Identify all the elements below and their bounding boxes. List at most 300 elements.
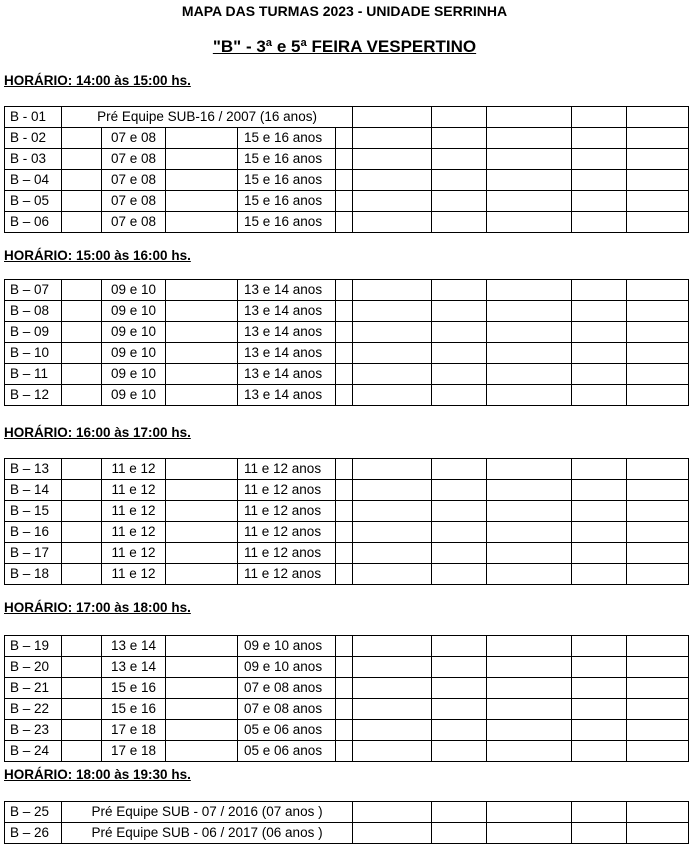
empty-cell (487, 212, 572, 233)
empty-cell (353, 741, 432, 762)
empty-cell (62, 564, 102, 585)
empty-cell (572, 823, 627, 844)
empty-cell (487, 149, 572, 170)
empty-cell (62, 128, 102, 149)
horario-heading: HORÁRIO: 18:00 às 19:30 hs. (4, 767, 191, 782)
empty-cell (336, 657, 353, 678)
empty-cell (627, 543, 689, 564)
empty-cell (432, 322, 487, 343)
empty-cell (627, 501, 689, 522)
empty-cell (353, 522, 432, 543)
birth-years-cell: 09 e 10 (102, 322, 166, 343)
class-code-cell: B – 14 (5, 480, 62, 501)
empty-cell (336, 699, 353, 720)
empty-cell (166, 459, 238, 480)
class-code-cell: B - 02 (5, 128, 62, 149)
schedule-table (4, 458, 689, 585)
birth-years-cell: 11 e 12 (102, 543, 166, 564)
empty-cell (353, 170, 432, 191)
table-row (5, 301, 689, 322)
empty-cell (336, 501, 353, 522)
birth-years-cell: 09 e 10 (102, 364, 166, 385)
birth-years-cell: 07 e 08 (102, 170, 166, 191)
table-row (5, 543, 689, 564)
class-code-cell: B – 11 (5, 364, 62, 385)
horario-heading: HORÁRIO: 17:00 às 18:00 hs. (4, 600, 191, 615)
class-code-cell: B – 19 (5, 636, 62, 657)
empty-cell (627, 720, 689, 741)
empty-cell (353, 212, 432, 233)
empty-cell (62, 170, 102, 191)
age-range-cell: 07 e 08 anos (238, 699, 336, 720)
empty-cell (432, 170, 487, 191)
empty-cell (166, 128, 238, 149)
birth-years-cell: 07 e 08 (102, 149, 166, 170)
empty-cell (353, 322, 432, 343)
empty-cell (487, 522, 572, 543)
age-range-cell: 13 e 14 anos (238, 301, 336, 322)
class-code-cell: B – 24 (5, 741, 62, 762)
empty-cell (336, 385, 353, 406)
empty-cell (487, 480, 572, 501)
age-range-cell: 13 e 14 anos (238, 385, 336, 406)
empty-cell (487, 170, 572, 191)
empty-cell (627, 107, 689, 128)
empty-cell (353, 501, 432, 522)
class-description-cell: Pré Equipe SUB - 07 / 2016 (07 anos ) (62, 802, 353, 823)
empty-cell (627, 364, 689, 385)
empty-cell (627, 322, 689, 343)
empty-cell (62, 636, 102, 657)
age-range-cell: 05 e 06 anos (238, 741, 336, 762)
empty-cell (432, 480, 487, 501)
empty-cell (166, 191, 238, 212)
empty-cell (572, 385, 627, 406)
class-code-cell: B – 26 (5, 823, 62, 844)
empty-cell (166, 364, 238, 385)
class-code-cell: B – 04 (5, 170, 62, 191)
empty-cell (572, 280, 627, 301)
empty-cell (627, 128, 689, 149)
empty-cell (166, 564, 238, 585)
empty-cell (336, 522, 353, 543)
class-code-cell: B – 16 (5, 522, 62, 543)
empty-cell (353, 107, 432, 128)
empty-cell (353, 301, 432, 322)
empty-cell (353, 699, 432, 720)
empty-cell (336, 212, 353, 233)
empty-cell (487, 720, 572, 741)
empty-cell (487, 322, 572, 343)
empty-cell (487, 678, 572, 699)
empty-cell (336, 741, 353, 762)
class-description-cell: Pré Equipe SUB-16 / 2007 (16 anos) (62, 107, 353, 128)
empty-cell (572, 191, 627, 212)
age-range-cell: 11 e 12 anos (238, 522, 336, 543)
empty-cell (627, 802, 689, 823)
class-code-cell: B – 20 (5, 657, 62, 678)
class-code-cell: B – 08 (5, 301, 62, 322)
empty-cell (166, 280, 238, 301)
empty-cell (166, 343, 238, 364)
age-range-cell: 13 e 14 anos (238, 322, 336, 343)
age-range-cell: 15 e 16 anos (238, 212, 336, 233)
empty-cell (627, 657, 689, 678)
empty-cell (336, 301, 353, 322)
table-row (5, 343, 689, 364)
empty-cell (336, 459, 353, 480)
age-range-cell: 15 e 16 anos (238, 128, 336, 149)
empty-cell (432, 385, 487, 406)
class-code-cell: B – 21 (5, 678, 62, 699)
table-row (5, 657, 689, 678)
empty-cell (487, 699, 572, 720)
birth-years-cell: 15 e 16 (102, 699, 166, 720)
empty-cell (627, 149, 689, 170)
empty-cell (432, 564, 487, 585)
empty-cell (627, 170, 689, 191)
empty-cell (627, 459, 689, 480)
class-code-cell: B – 05 (5, 191, 62, 212)
empty-cell (166, 385, 238, 406)
page-subtitle: "B" - 3ª e 5ª FEIRA VESPERTINO (212, 37, 477, 56)
table-row (5, 501, 689, 522)
empty-cell (572, 170, 627, 191)
table-row (5, 459, 689, 480)
age-range-cell: 11 e 12 anos (238, 459, 336, 480)
table-row (5, 678, 689, 699)
empty-cell (572, 543, 627, 564)
empty-cell (432, 720, 487, 741)
empty-cell (572, 636, 627, 657)
horario-heading: HORÁRIO: 15:00 às 16:00 hs. (4, 248, 191, 263)
birth-years-cell: 11 e 12 (102, 501, 166, 522)
empty-cell (487, 741, 572, 762)
class-code-cell: B – 17 (5, 543, 62, 564)
class-code-cell: B – 10 (5, 343, 62, 364)
empty-cell (572, 212, 627, 233)
birth-years-cell: 09 e 10 (102, 301, 166, 322)
empty-cell (336, 364, 353, 385)
age-range-cell: 15 e 16 anos (238, 149, 336, 170)
empty-cell (336, 636, 353, 657)
age-range-cell: 11 e 12 anos (238, 564, 336, 585)
empty-cell (432, 280, 487, 301)
birth-years-cell: 13 e 14 (102, 636, 166, 657)
empty-cell (487, 301, 572, 322)
table-row (5, 107, 689, 128)
empty-cell (432, 636, 487, 657)
table-row (5, 636, 689, 657)
empty-cell (62, 280, 102, 301)
empty-cell (627, 678, 689, 699)
empty-cell (627, 699, 689, 720)
empty-cell (432, 191, 487, 212)
empty-cell (353, 802, 432, 823)
age-range-cell: 09 e 10 anos (238, 657, 336, 678)
empty-cell (336, 149, 353, 170)
empty-cell (166, 678, 238, 699)
empty-cell (487, 543, 572, 564)
empty-cell (336, 322, 353, 343)
empty-cell (62, 322, 102, 343)
schedule-table (4, 106, 689, 233)
empty-cell (432, 543, 487, 564)
empty-cell (487, 191, 572, 212)
empty-cell (353, 720, 432, 741)
table-row (5, 385, 689, 406)
empty-cell (432, 343, 487, 364)
birth-years-cell: 09 e 10 (102, 280, 166, 301)
empty-cell (572, 699, 627, 720)
empty-cell (62, 678, 102, 699)
class-description-cell: Pré Equipe SUB - 06 / 2017 (06 anos ) (62, 823, 353, 844)
empty-cell (487, 364, 572, 385)
empty-cell (62, 480, 102, 501)
empty-cell (62, 343, 102, 364)
empty-cell (62, 522, 102, 543)
empty-cell (487, 280, 572, 301)
class-code-cell: B – 06 (5, 212, 62, 233)
class-code-cell: B - 01 (5, 107, 62, 128)
empty-cell (432, 107, 487, 128)
empty-cell (627, 301, 689, 322)
age-range-cell: 07 e 08 anos (238, 678, 336, 699)
birth-years-cell: 11 e 12 (102, 564, 166, 585)
empty-cell (336, 564, 353, 585)
empty-cell (336, 543, 353, 564)
table-row (5, 149, 689, 170)
empty-cell (432, 301, 487, 322)
age-range-cell: 11 e 12 anos (238, 501, 336, 522)
empty-cell (166, 170, 238, 191)
empty-cell (166, 636, 238, 657)
birth-years-cell: 07 e 08 (102, 128, 166, 149)
empty-cell (432, 459, 487, 480)
empty-cell (62, 741, 102, 762)
empty-cell (432, 678, 487, 699)
class-code-cell: B - 03 (5, 149, 62, 170)
table-row (5, 280, 689, 301)
table-row (5, 802, 689, 823)
empty-cell (336, 128, 353, 149)
empty-cell (166, 322, 238, 343)
birth-years-cell: 13 e 14 (102, 657, 166, 678)
empty-cell (627, 564, 689, 585)
table-row (5, 741, 689, 762)
empty-cell (62, 301, 102, 322)
class-code-cell: B – 23 (5, 720, 62, 741)
birth-years-cell: 15 e 16 (102, 678, 166, 699)
empty-cell (487, 636, 572, 657)
empty-cell (572, 322, 627, 343)
empty-cell (432, 802, 487, 823)
empty-cell (627, 522, 689, 543)
birth-years-cell: 17 e 18 (102, 720, 166, 741)
schedule-table (4, 279, 689, 406)
table-row (5, 522, 689, 543)
empty-cell (627, 741, 689, 762)
empty-cell (572, 564, 627, 585)
empty-cell (487, 657, 572, 678)
table-row (5, 322, 689, 343)
birth-years-cell: 09 e 10 (102, 343, 166, 364)
empty-cell (166, 501, 238, 522)
empty-cell (166, 301, 238, 322)
empty-cell (62, 720, 102, 741)
table-row (5, 364, 689, 385)
schedule-table (4, 635, 689, 762)
class-code-cell: B – 12 (5, 385, 62, 406)
empty-cell (572, 522, 627, 543)
empty-cell (62, 212, 102, 233)
empty-cell (432, 364, 487, 385)
horario-heading: HORÁRIO: 16:00 às 17:00 hs. (4, 425, 191, 440)
age-range-cell: 09 e 10 anos (238, 636, 336, 657)
empty-cell (62, 501, 102, 522)
empty-cell (166, 720, 238, 741)
empty-cell (336, 343, 353, 364)
age-range-cell: 11 e 12 anos (238, 543, 336, 564)
empty-cell (62, 385, 102, 406)
empty-cell (62, 191, 102, 212)
empty-cell (353, 543, 432, 564)
empty-cell (336, 678, 353, 699)
empty-cell (572, 480, 627, 501)
table-row (5, 128, 689, 149)
birth-years-cell: 11 e 12 (102, 480, 166, 501)
empty-cell (487, 459, 572, 480)
empty-cell (572, 741, 627, 762)
empty-cell (353, 343, 432, 364)
empty-cell (62, 149, 102, 170)
empty-cell (353, 128, 432, 149)
empty-cell (572, 107, 627, 128)
empty-cell (166, 212, 238, 233)
age-range-cell: 13 e 14 anos (238, 343, 336, 364)
empty-cell (572, 364, 627, 385)
empty-cell (487, 564, 572, 585)
birth-years-cell: 07 e 08 (102, 191, 166, 212)
empty-cell (487, 802, 572, 823)
empty-cell (62, 657, 102, 678)
table-row (5, 720, 689, 741)
empty-cell (336, 480, 353, 501)
empty-cell (166, 543, 238, 564)
empty-cell (487, 107, 572, 128)
empty-cell (166, 149, 238, 170)
empty-cell (62, 699, 102, 720)
empty-cell (336, 280, 353, 301)
class-code-cell: B – 15 (5, 501, 62, 522)
empty-cell (353, 823, 432, 844)
birth-years-cell: 09 e 10 (102, 385, 166, 406)
empty-cell (166, 522, 238, 543)
empty-cell (572, 343, 627, 364)
empty-cell (627, 212, 689, 233)
empty-cell (627, 343, 689, 364)
age-range-cell: 13 e 14 anos (238, 280, 336, 301)
empty-cell (353, 191, 432, 212)
empty-cell (627, 280, 689, 301)
empty-cell (353, 149, 432, 170)
empty-cell (572, 720, 627, 741)
page-title: MAPA DAS TURMAS 2023 - UNIDADE SERRINHA (181, 3, 508, 19)
table-row (5, 564, 689, 585)
empty-cell (487, 501, 572, 522)
empty-cell (166, 699, 238, 720)
class-code-cell: B – 07 (5, 280, 62, 301)
empty-cell (627, 385, 689, 406)
table-row (5, 212, 689, 233)
empty-cell (353, 636, 432, 657)
empty-cell (487, 385, 572, 406)
empty-cell (432, 212, 487, 233)
empty-cell (627, 636, 689, 657)
empty-cell (432, 741, 487, 762)
empty-cell (166, 741, 238, 762)
empty-cell (353, 678, 432, 699)
empty-cell (353, 480, 432, 501)
age-range-cell: 05 e 06 anos (238, 720, 336, 741)
empty-cell (432, 522, 487, 543)
empty-cell (62, 459, 102, 480)
empty-cell (572, 459, 627, 480)
table-row (5, 823, 689, 844)
empty-cell (432, 823, 487, 844)
empty-cell (166, 480, 238, 501)
schedule-table (4, 801, 689, 844)
class-code-cell: B – 25 (5, 802, 62, 823)
table-row (5, 480, 689, 501)
horario-heading: HORÁRIO: 14:00 às 15:00 hs. (4, 73, 191, 88)
empty-cell (353, 385, 432, 406)
empty-cell (353, 364, 432, 385)
empty-cell (572, 128, 627, 149)
empty-cell (432, 657, 487, 678)
birth-years-cell: 07 e 08 (102, 212, 166, 233)
empty-cell (627, 191, 689, 212)
empty-cell (572, 301, 627, 322)
empty-cell (353, 564, 432, 585)
empty-cell (62, 543, 102, 564)
empty-cell (487, 128, 572, 149)
birth-years-cell: 11 e 12 (102, 459, 166, 480)
empty-cell (572, 802, 627, 823)
empty-cell (62, 364, 102, 385)
class-code-cell: B – 09 (5, 322, 62, 343)
empty-cell (353, 657, 432, 678)
age-range-cell: 11 e 12 anos (238, 480, 336, 501)
age-range-cell: 15 e 16 anos (238, 170, 336, 191)
table-row (5, 699, 689, 720)
empty-cell (487, 343, 572, 364)
empty-cell (572, 678, 627, 699)
empty-cell (353, 459, 432, 480)
empty-cell (572, 149, 627, 170)
empty-cell (627, 823, 689, 844)
empty-cell (166, 657, 238, 678)
class-code-cell: B – 18 (5, 564, 62, 585)
empty-cell (572, 657, 627, 678)
empty-cell (487, 823, 572, 844)
empty-cell (336, 170, 353, 191)
table-row (5, 170, 689, 191)
table-row (5, 191, 689, 212)
empty-cell (432, 501, 487, 522)
empty-cell (572, 501, 627, 522)
empty-cell (353, 280, 432, 301)
